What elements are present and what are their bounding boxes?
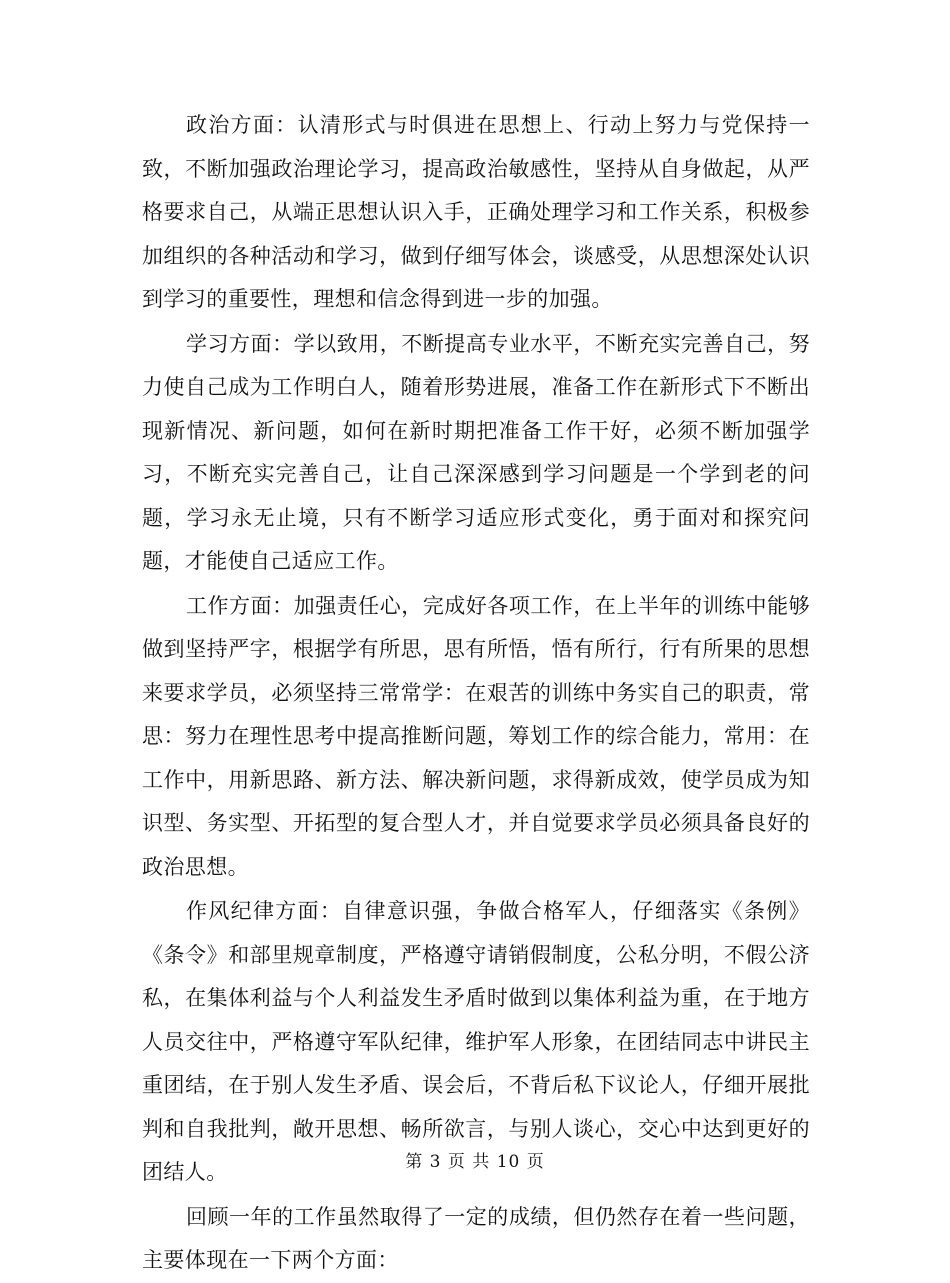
document-body <box>142 104 810 1283</box>
paragraph-review: 回顾一年的工作虽然取得了一定的成绩，但仍然存在着一些问题，主要体现在一下两个方面： <box>142 1204 810 1272</box>
page-footer <box>0 1150 950 1174</box>
paragraph-political: 政治方面：认清形式与时俱进在思想上、行动上努力与党保持一致，不断加强政治理论学习，提高政治敏感性，坚持从自身做起，从严格要求自己，从端正思想认识入手，正确处理学习和工作关系，积极参加组织的各种活动和学习，做到仔细写体会，谈感受，从思想深处认识到学习的重要性，理想和信念得到进一步的加强。 <box>142 113 810 311</box>
page-number-label: 第 3 页 共 10 页 <box>405 1152 545 1172</box>
paragraph-work: 工作方面：加强责任心，完成好各项工作，在上半年的训练中能够做到坚持严字，根据学有所思，思有所悟，悟有所行，行有所果的思想来要求学员，必须坚持三常常学：在艰苦的训练中务实自己的职责，常思：努力在理性思考中提高推断问题，筹划工作的综合能力，常用：在工作中，用新思路、新方法、解决新问题，求得新成效，使学员成为知识型、务实型、开拓型的复合型人才，并自觉要求学员必须具备良好的政治思想。 <box>142 593 810 879</box>
paragraph-discipline: 作风纪律方面：自律意识强，争做合格军人，仔细落实《条例》《条令》和部里规章制度，严格遵守请销假制度，公私分明，不假公济私，在集体利益与个人利益发生矛盾时做到以集体利益为重，在于地方人员交往中，严格遵守军队纪律，维护军人形象，在团结同志中讲民主重团结，在于别人发生矛盾、误会后，不背后私下议论人，仔细开展批判和自我批判，敞开思想、畅所欲言，与别人谈心，交心中达到更好的团结人。 <box>142 899 810 1184</box>
paragraph-study: 学习方面：学以致用，不断提高专业水平，不断充实完善自己，努力使自己成为工作明白人，随着形势进展，准备工作在新形式下不断出现新情况、新问题，如何在新时期把准备工作干好，必须不断加强学习，不断充实完善自己，让自己深深感到学习问题是一个学到老的问题，学习永无止境，只有不断学习适应形式变化，勇于面对和探究问题，才能使自己适应工作。 <box>142 331 810 573</box>
